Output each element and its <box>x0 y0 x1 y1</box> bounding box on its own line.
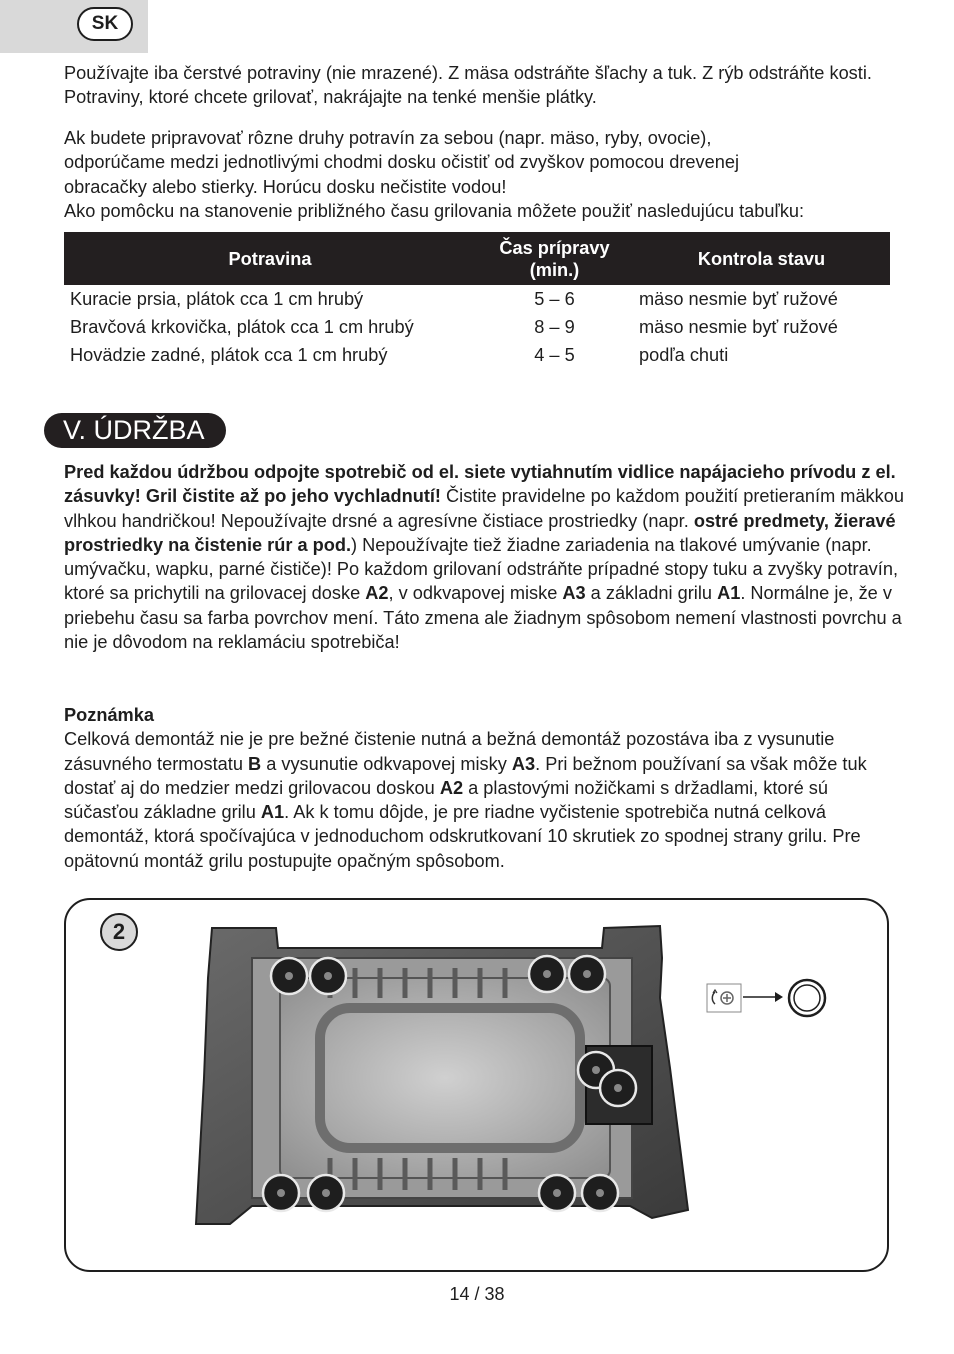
intro-line: Ak budete pripravovať rôzne druhy potravín za sebou (napr. mäso, ryby, ovocie), <box>64 128 712 148</box>
cell-food: Kuracie prsia, plátok cca 1 cm hrubý <box>70 289 364 309</box>
screwdriver-icon <box>705 982 743 1014</box>
figure-number: 2 <box>100 913 138 951</box>
header-check: Kontrola stavu <box>633 232 890 285</box>
part-ref: A3 <box>511 753 536 774</box>
part-ref: A2 <box>365 583 389 604</box>
body-text: a vysunutie odkvapovej misky <box>261 753 512 774</box>
table-row <box>64 341 890 369</box>
header-food: Potravina <box>64 232 476 285</box>
body-text: a plastovými nožičkami s držadlami, ktoré sú súčasťou základne grilu <box>64 777 828 823</box>
cell-check: mäso nesmie byť ružové <box>639 289 838 309</box>
body-text: Čistite pravidelne po každom použití pretieraním mäkkou vlhkou handričkou! Nepoužívajte drsné a agresívne čistiace prostriedky (napr. <box>64 486 904 531</box>
table-header-row <box>64 232 890 285</box>
cell-check: podľa chuti <box>639 345 729 365</box>
intro-line: odporúčame medzi jednotlivými chodmi dosku očistiť od zvyškov pomocou drevenej <box>64 152 740 173</box>
body-text: ) Nepoužívajte tiež žiadne zariadenia na tlakové umývanie (napr. umývačku, wapku, parné čističe)! Po každom grilovaní odstráňte prípadné stopy tuku a zvyšky potravín, ktoré sa prichytili na grilovacej doske <box>64 534 898 604</box>
part-ref: B <box>248 753 262 774</box>
note-block <box>64 703 904 873</box>
arrow-right-icon <box>743 990 785 1004</box>
cell-time: 8 – 9 <box>534 317 575 337</box>
header-time: Čas prípravy (min.) <box>476 232 633 285</box>
cell-time: 4 – 5 <box>534 345 575 365</box>
intro-line: obracačky alebo stierky. Horúcu dosku nečistite vodou! <box>64 176 507 197</box>
table-row <box>64 285 890 313</box>
section-heading: V. ÚDRŽBA <box>44 413 226 448</box>
body-text: , v odkvapovej miske <box>388 583 563 604</box>
body-text: Celková demontáž nie je pre bežné čistenie nutná a bežná demontáž pozostáva iba z vysunutie zásuvného termostatu <box>64 729 835 774</box>
intro-paragraph-2 <box>64 126 904 223</box>
screw-ring-icon <box>786 978 828 1018</box>
intro-line: Ako pomôcku na stanovenie približného času grilovania môžete použiť nasledujúcu tabuľku: <box>64 200 805 221</box>
grilling-time-table <box>64 232 890 369</box>
body-text: . Ak k tomu dôjde, je pre riadne vyčistenie spotrebiča nutná celková demontáž, ktorá spočívajúca v jednoduchom odskrutkovaní 10 skrutiek zo spodnej strany grilu. Pre opätovnú montáž grilu postupujte opačným spôsobom. <box>64 802 861 871</box>
warning-text: Pred každou údržbou odpojte spotrebič od el. siete vytiahnutím vidlice napájacieho prívodu z el. zásuvky! Gril čistite až po jeho vychladnutí! <box>64 462 896 507</box>
cell-food: Bravčová krkovička, plátok cca 1 cm hrubý <box>70 317 414 337</box>
cell-check: mäso nesmie byť ružové <box>639 317 838 337</box>
grill-underside-illustration <box>190 918 690 1228</box>
language-badge: SK <box>77 7 133 41</box>
table-row <box>64 313 890 341</box>
body-text: a základni grilu <box>585 583 718 604</box>
page-number: 14 / 38 <box>449 1284 505 1304</box>
intro-paragraph-1: Používajte iba čerstvé potraviny (nie mrazené). Z mäsa odstráňte šľachy a tuk. Z rýb odstráňte kosti. Potraviny, ktoré chcete grilovať, nakrájajte na tenké menšie plátky. <box>64 63 872 108</box>
note-title: Poznámka <box>64 705 154 725</box>
body-text: . Pri bežnom používaní sa však môže tuk dostať aj do medzier medzi grilovacou doskou <box>64 753 867 798</box>
maintenance-paragraph <box>64 460 904 654</box>
bold-text: ostré predmety, žieravé prostriedky na čistenie rúr a pod. <box>64 510 896 555</box>
part-ref: A2 <box>439 777 464 798</box>
part-ref: A1 <box>260 802 285 823</box>
part-ref: A1 <box>717 583 741 604</box>
cell-food: Hovädzie zadné, plátok cca 1 cm hrubý <box>70 345 388 365</box>
cell-time: 5 – 6 <box>534 289 575 309</box>
part-ref: A3 <box>562 583 586 604</box>
body-text: . Normálne je, že v priebehu času sa farba povrchov mení. Táto zmena ale žiadnym spôsobom nemení vlastnosti povrchu a nie je dôvodom na reklamáciu spotrebiča! <box>64 583 902 653</box>
